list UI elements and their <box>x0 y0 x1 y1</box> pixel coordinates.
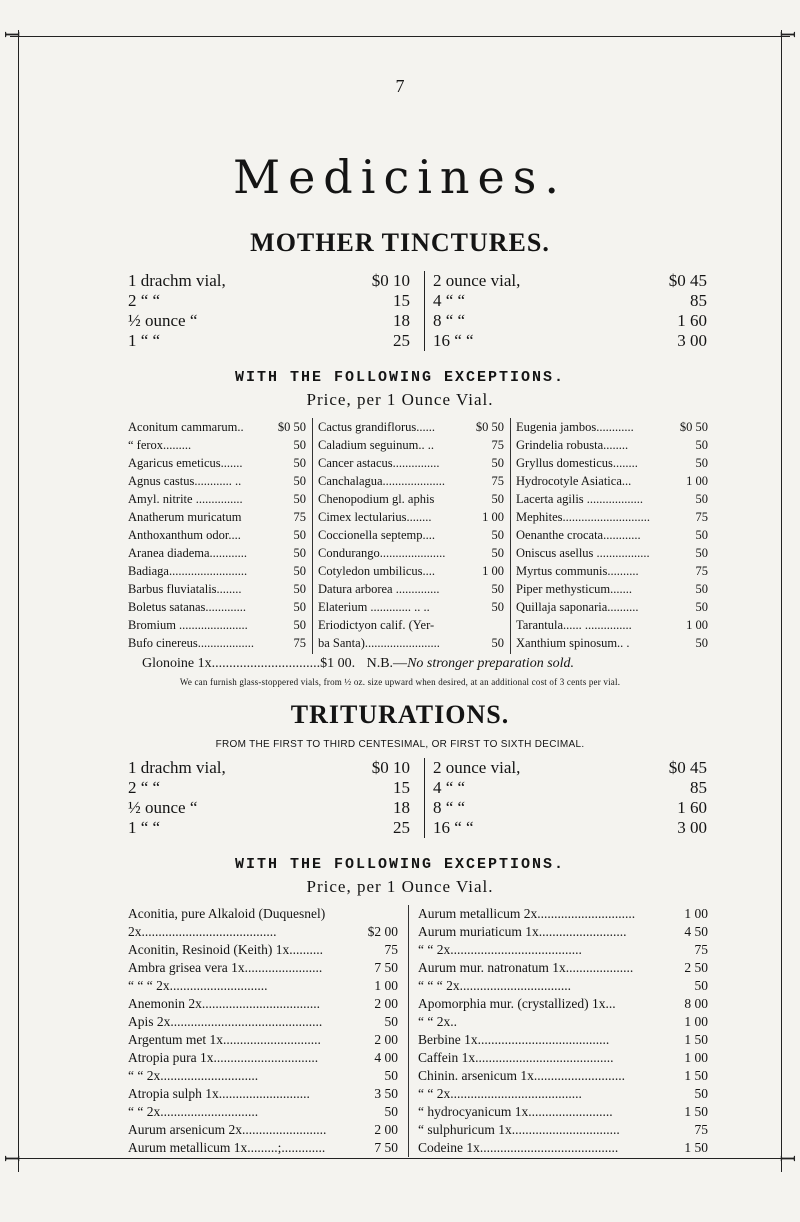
mother-tinctures-base-prices <box>128 271 708 355</box>
vial-price: 3 00 <box>677 818 707 837</box>
medicine-row <box>516 508 708 526</box>
exception-col-2 <box>318 418 504 652</box>
medicine-row <box>418 977 708 995</box>
medicine-row <box>516 634 708 652</box>
medicine-name: Lacerta agilis .................. <box>516 492 644 506</box>
vial-size-label: 4 “ “ <box>433 778 466 797</box>
medicine-price: 75 <box>491 438 504 452</box>
medicine-row <box>516 436 708 454</box>
medicine-price: 75 <box>293 510 306 524</box>
medicine-price: 7 50 <box>374 1140 398 1155</box>
medicine-name: Grindelia robusta........ <box>516 438 629 452</box>
medicine-price: 50 <box>384 1104 398 1119</box>
price-row <box>128 798 414 818</box>
medicine-row <box>128 454 306 472</box>
medicine-row <box>516 490 708 508</box>
medicine-price: 50 <box>695 528 708 542</box>
medicine-row <box>318 562 504 580</box>
triturations-exception-list <box>128 905 708 1161</box>
medicine-row <box>128 472 306 490</box>
medicine-name: Caladium seguinum.. .. <box>318 438 434 452</box>
medicine-price: 50 <box>491 528 504 542</box>
medicine-price: 50 <box>293 564 306 578</box>
medicine-price: 75 <box>695 510 708 524</box>
corner-ornament-br: ꟷ <box>779 1149 796 1171</box>
glass-stopper-note: We can furnish glass-stoppered vials, from ½ oz. size upward when desired, at an additional cost of 3 cents per vial. <box>179 677 621 687</box>
medicine-name: Boletus satanas............. <box>128 600 247 614</box>
medicine-price: 1 00 <box>684 1014 708 1029</box>
price-row <box>433 798 711 818</box>
medicine-name: Bufo cinereus.................. <box>128 636 255 650</box>
medicine-price: 75 <box>695 564 708 578</box>
glonoine-price: Glonoine 1x...............................$1 00. <box>142 656 356 671</box>
medicine-row <box>318 616 504 634</box>
medicine-row <box>516 418 708 436</box>
medicine-name: Piper methysticum....... <box>516 582 632 596</box>
medicine-row <box>128 1049 398 1067</box>
medicine-price: 50 <box>694 1086 708 1101</box>
medicine-price: 50 <box>491 492 504 506</box>
exception-col-1 <box>128 418 306 652</box>
price-row <box>433 291 711 311</box>
price-row <box>433 331 711 351</box>
medicine-name: Oenanthe crocata............ <box>516 528 641 542</box>
medicine-price: 50 <box>293 456 306 470</box>
medicine-name: Apis 2x............................................. <box>128 1014 323 1029</box>
medicine-row <box>318 454 504 472</box>
mother-tinctures-exceptions-title: WITH THE FOLLOWING EXCEPTIONS. <box>234 369 566 386</box>
medicine-price: 50 <box>293 492 306 506</box>
vial-price: 18 <box>393 798 410 817</box>
medicine-price: 1 00 <box>686 474 708 488</box>
column-divider <box>408 905 409 1157</box>
medicine-name: Mephites............................ <box>516 510 651 524</box>
vial-price: $0 45 <box>668 271 707 290</box>
medicine-price: 1 00 <box>482 510 504 524</box>
medicine-row <box>318 508 504 526</box>
triturations-exceptions-subtitle: Price, per 1 Ounce Vial. <box>306 877 494 896</box>
medicine-row <box>128 490 306 508</box>
medicine-price: $0 50 <box>277 420 306 434</box>
column-divider <box>510 418 511 654</box>
medicine-name: Canchalagua.................... <box>318 474 446 488</box>
medicine-row <box>128 580 306 598</box>
medicine-price: 1 00 <box>686 618 708 632</box>
medicine-price: 3 50 <box>374 1086 398 1101</box>
price-row <box>128 291 414 311</box>
medicine-price: 1 50 <box>684 1032 708 1047</box>
medicine-price: 50 <box>491 582 504 596</box>
medicine-price: 2 50 <box>684 960 708 975</box>
medicine-row <box>128 544 306 562</box>
medicine-row <box>128 562 306 580</box>
vial-size-label: 1 “ “ <box>128 818 161 837</box>
medicine-price: $0 50 <box>475 420 504 434</box>
medicine-row <box>128 508 306 526</box>
medicine-name: Elaterium ............. .. .. <box>318 600 430 614</box>
medicine-price: 50 <box>695 456 708 470</box>
medicine-price: 4 50 <box>684 924 708 939</box>
medicine-row <box>128 1103 398 1121</box>
vial-size-label: 2 ounce vial, <box>433 271 521 290</box>
vial-size-label: 1 drachm vial, <box>128 271 226 290</box>
glonoine-note <box>142 656 574 672</box>
medicine-price: 1 00 <box>684 1050 708 1065</box>
medicine-name: “ hydrocyanicum 1x......................... <box>418 1104 613 1119</box>
corner-ornament-tr: ꟷ <box>779 25 796 47</box>
medicine-name: 2x........................................ <box>128 924 277 939</box>
medicine-name: Eriodictyon calif. (Yer- <box>318 618 435 632</box>
medicine-price: 50 <box>695 636 708 650</box>
mother-tinctures-exceptions-subtitle: Price, per 1 Ounce Vial. <box>306 390 494 409</box>
medicine-row <box>318 598 504 616</box>
medicine-price: 1 00 <box>482 564 504 578</box>
medicine-row <box>318 472 504 490</box>
medicine-name: Aconitum cammarum.. <box>128 420 244 434</box>
price-row <box>128 311 414 331</box>
medicine-row <box>318 580 504 598</box>
exception-col-3 <box>516 418 708 652</box>
nb-prefix: N.B.— <box>366 656 408 671</box>
medicine-price: 1 50 <box>684 1068 708 1083</box>
medicine-name: “ “ “ 2x................................. <box>418 978 571 993</box>
trit-exception-col-2 <box>418 905 708 1157</box>
medicine-row <box>418 905 708 923</box>
medicine-name: Codeine 1x......................................... <box>418 1140 619 1155</box>
medicine-name: Anatherum muricatum <box>128 510 242 524</box>
medicine-name: Apomorphia mur. (crystallized) 1x... <box>418 996 616 1011</box>
medicine-row <box>318 418 504 436</box>
medicine-row <box>516 544 708 562</box>
medicine-name: Gryllus domesticus........ <box>516 456 638 470</box>
medicine-name: Coccionella septemp.... <box>318 528 435 542</box>
vial-size-label: ½ ounce “ <box>128 798 198 817</box>
medicine-row <box>516 454 708 472</box>
medicine-price: 50 <box>695 438 708 452</box>
medicine-name: Datura arborea .............. <box>318 582 440 596</box>
medicine-row <box>516 598 708 616</box>
medicine-name: Anthoxanthum odor.... <box>128 528 241 542</box>
vial-price: 85 <box>690 291 707 310</box>
medicine-price: 2 00 <box>374 996 398 1011</box>
corner-ornament-bl: ꟷ <box>4 1149 21 1171</box>
medicine-price: 50 <box>384 1014 398 1029</box>
vial-price: $0 10 <box>371 758 410 777</box>
medicine-price: 50 <box>293 582 306 596</box>
medicine-price: 1 50 <box>684 1140 708 1155</box>
base-price-left-col <box>128 758 414 838</box>
medicine-price: 50 <box>491 546 504 560</box>
medicine-row <box>516 580 708 598</box>
medicine-price: 50 <box>384 1068 398 1083</box>
medicine-row <box>516 472 708 490</box>
medicine-row <box>318 436 504 454</box>
medicine-name: “ “ 2x............................. <box>128 1068 259 1083</box>
triturations-exceptions-title: WITH THE FOLLOWING EXCEPTIONS. <box>234 856 566 873</box>
medicine-name: Hydrocotyle Asiatica... <box>516 474 632 488</box>
medicine-price: 1 50 <box>684 1104 708 1119</box>
price-row <box>433 778 711 798</box>
medicine-row <box>418 995 708 1013</box>
medicine-row <box>128 436 306 454</box>
medicine-row <box>516 616 708 634</box>
medicine-price: 2 00 <box>374 1032 398 1047</box>
medicine-row <box>128 941 398 959</box>
vial-size-label: ½ ounce “ <box>128 311 198 330</box>
vial-price: 85 <box>690 778 707 797</box>
medicine-row <box>318 490 504 508</box>
medicine-name: Cancer astacus............... <box>318 456 440 470</box>
medicine-name: Agaricus emeticus....... <box>128 456 243 470</box>
vial-size-label: 8 “ “ <box>433 798 466 817</box>
medicine-name: Aurum muriaticum 1x.......................... <box>418 924 627 939</box>
medicine-name: Tarantula...... ............... <box>516 618 632 632</box>
medicine-name: “ “ 2x....................................... <box>418 942 582 957</box>
medicine-row <box>418 1103 708 1121</box>
medicine-row <box>418 941 708 959</box>
vial-size-label: 1 drachm vial, <box>128 758 226 777</box>
medicine-name: Caffein 1x......................................... <box>418 1050 614 1065</box>
medicine-price: 75 <box>694 1122 708 1137</box>
medicine-name: Cimex lectularius........ <box>318 510 432 524</box>
vial-size-label: 8 “ “ <box>433 311 466 330</box>
medicine-price: 50 <box>293 528 306 542</box>
medicine-name: Chenopodium gl. aphis <box>318 492 435 506</box>
medicine-price: 50 <box>491 636 504 650</box>
medicine-name: Aurum metallicum 1x.........;............. <box>128 1140 326 1155</box>
medicine-price: 50 <box>694 978 708 993</box>
price-row <box>433 311 711 331</box>
price-row <box>433 818 711 838</box>
medicine-name: “ ferox......... <box>128 438 192 452</box>
medicine-price: 7 50 <box>374 960 398 975</box>
vial-price: 25 <box>393 331 410 350</box>
medicine-name: “ sulphuricum 1x................................ <box>418 1122 620 1137</box>
medicine-row <box>418 1121 708 1139</box>
medicine-name: Aurum metallicum 2x............................. <box>418 906 636 921</box>
vial-price: 1 60 <box>677 798 707 817</box>
medicine-row <box>128 977 398 995</box>
medicine-name: Chinin. arsenicum 1x........................... <box>418 1068 625 1083</box>
medicine-row <box>418 923 708 941</box>
triturations-title: TRITURATIONS. <box>290 700 510 729</box>
medicine-price: 50 <box>293 618 306 632</box>
medicine-price: $2 00 <box>367 924 398 939</box>
vial-price: 1 60 <box>677 311 707 330</box>
medicine-name: Barbus fluviatalis........ <box>128 582 242 596</box>
medicine-price: 50 <box>293 546 306 560</box>
medicine-row <box>418 1085 708 1103</box>
medicine-row <box>418 1031 708 1049</box>
medicine-name: Aurum mur. natronatum 1x.................... <box>418 960 634 975</box>
medicine-row <box>516 526 708 544</box>
medicine-name: Argentum met 1x............................. <box>128 1032 321 1047</box>
medicine-name: Aconitia, pure Alkaloid (Duquesnel) <box>128 906 326 921</box>
medicine-price: $0 50 <box>679 420 708 434</box>
medicine-name: Xanthium spinosum.. . <box>516 636 630 650</box>
corner-ornament-tl: ꟷ <box>4 25 21 47</box>
section-banner: Medicines. <box>232 150 568 204</box>
triturations-base-prices <box>128 758 708 842</box>
vial-size-label: 16 “ “ <box>433 818 474 837</box>
medicine-name: “ “ 2x............................. <box>128 1104 259 1119</box>
medicine-row <box>516 562 708 580</box>
page-number: 7 <box>395 76 405 96</box>
vial-price: 15 <box>393 291 410 310</box>
price-row <box>128 271 414 291</box>
border-top-rule <box>10 36 790 37</box>
medicine-row <box>128 959 398 977</box>
medicine-row <box>418 1049 708 1067</box>
medicine-price: 1 00 <box>374 978 398 993</box>
medicine-name: Atropia pura 1x............................... <box>128 1050 319 1065</box>
medicine-price: 1 00 <box>684 906 708 921</box>
medicine-name: ba Santa)........................ <box>318 636 440 650</box>
medicine-name: Ambra grisea vera 1x....................... <box>128 960 323 975</box>
medicine-price: 50 <box>695 600 708 614</box>
price-row <box>128 331 414 351</box>
vial-size-label: 4 “ “ <box>433 291 466 310</box>
medicine-name: Amyl. nitrite ............... <box>128 492 243 506</box>
medicine-price: 50 <box>695 546 708 560</box>
medicine-price: 50 <box>293 438 306 452</box>
medicine-name: Aranea diadema............ <box>128 546 248 560</box>
medicine-price: 50 <box>293 600 306 614</box>
vial-size-label: 2 ounce vial, <box>433 758 521 777</box>
medicine-row <box>418 1013 708 1031</box>
medicine-name: Quillaja saponaria.......... <box>516 600 639 614</box>
medicine-row <box>418 1067 708 1085</box>
medicine-price: 50 <box>695 582 708 596</box>
price-row <box>433 758 711 778</box>
medicine-row <box>318 526 504 544</box>
medicine-name: Cactus grandiflorus...... <box>318 420 435 434</box>
medicine-name: Cotyledon umbilicus.... <box>318 564 436 578</box>
price-row <box>433 271 711 291</box>
medicine-name: “ “ 2x.. <box>418 1014 457 1029</box>
medicine-name: Berbine 1x....................................... <box>418 1032 610 1047</box>
medicine-row <box>128 923 398 941</box>
medicine-name: Atropia sulph 1x........................... <box>128 1086 310 1101</box>
mother-tinctures-exception-list <box>128 418 708 656</box>
medicine-name: Anemonin 2x................................... <box>128 996 320 1011</box>
medicine-row <box>418 959 708 977</box>
medicine-name: Bromium ...................... <box>128 618 248 632</box>
medicine-name: Myrtus communis.......... <box>516 564 639 578</box>
medicine-name: Condurango..................... <box>318 546 446 560</box>
medicine-price: 75 <box>293 636 306 650</box>
medicine-price: 2 00 <box>374 1122 398 1137</box>
price-row <box>128 778 414 798</box>
medicine-name: “ “ 2x....................................... <box>418 1086 582 1101</box>
medicine-name: Agnus castus............ .. <box>128 474 242 488</box>
medicine-name: Oniscus asellus ................. <box>516 546 650 560</box>
medicine-row <box>128 995 398 1013</box>
medicine-row <box>128 1139 398 1157</box>
medicine-row <box>128 1067 398 1085</box>
medicine-price: 8 00 <box>684 996 708 1011</box>
base-price-right-col <box>424 758 711 838</box>
medicine-price: 50 <box>491 456 504 470</box>
medicine-row <box>128 598 306 616</box>
vial-price: 25 <box>393 818 410 837</box>
medicine-name: Badiaga......................... <box>128 564 248 578</box>
medicine-price: 75 <box>694 942 708 957</box>
medicine-row <box>318 634 504 652</box>
medicine-name: Eugenia jambos............ <box>516 420 634 434</box>
medicine-row <box>128 905 398 923</box>
vial-size-label: 2 “ “ <box>128 291 161 310</box>
vial-size-label: 16 “ “ <box>433 331 474 350</box>
base-price-right-col <box>424 271 711 351</box>
mother-tinctures-title: MOTHER TINCTURES. <box>250 228 550 257</box>
medicine-price: 50 <box>695 492 708 506</box>
medicine-row <box>418 1139 708 1157</box>
column-divider <box>312 418 313 654</box>
triturations-range-note: FROM THE FIRST TO THIRD CENTESIMAL, OR FIRST TO SIXTH DECIMAL. <box>215 739 585 750</box>
base-price-left-col <box>128 271 414 351</box>
vial-price: 3 00 <box>677 331 707 350</box>
trit-exception-col-1 <box>128 905 398 1157</box>
medicine-row <box>128 1121 398 1139</box>
vial-price: 18 <box>393 311 410 330</box>
medicine-row <box>128 634 306 652</box>
medicine-row <box>128 1031 398 1049</box>
medicine-price: 50 <box>293 474 306 488</box>
medicine-row <box>128 616 306 634</box>
price-row <box>128 818 414 838</box>
medicine-price: 50 <box>491 600 504 614</box>
medicine-name: “ “ “ 2x............................. <box>128 978 268 993</box>
vial-size-label: 1 “ “ <box>128 331 161 350</box>
medicine-price: 4 00 <box>374 1050 398 1065</box>
vial-price: $0 10 <box>371 271 410 290</box>
nb-text: No stronger preparation sold. <box>407 656 575 671</box>
medicine-name: Aurum arsenicum 2x......................... <box>128 1122 327 1137</box>
medicine-row <box>128 1085 398 1103</box>
vial-size-label: 2 “ “ <box>128 778 161 797</box>
medicine-row <box>128 418 306 436</box>
medicine-price: 75 <box>384 942 398 957</box>
medicine-row <box>128 1013 398 1031</box>
medicine-price: 75 <box>491 474 504 488</box>
medicine-row <box>128 526 306 544</box>
medicine-row <box>318 544 504 562</box>
vial-price: $0 45 <box>668 758 707 777</box>
price-row <box>128 758 414 778</box>
vial-price: 15 <box>393 778 410 797</box>
medicine-name: Aconitin, Resinoid (Keith) 1x.......... <box>128 942 323 957</box>
